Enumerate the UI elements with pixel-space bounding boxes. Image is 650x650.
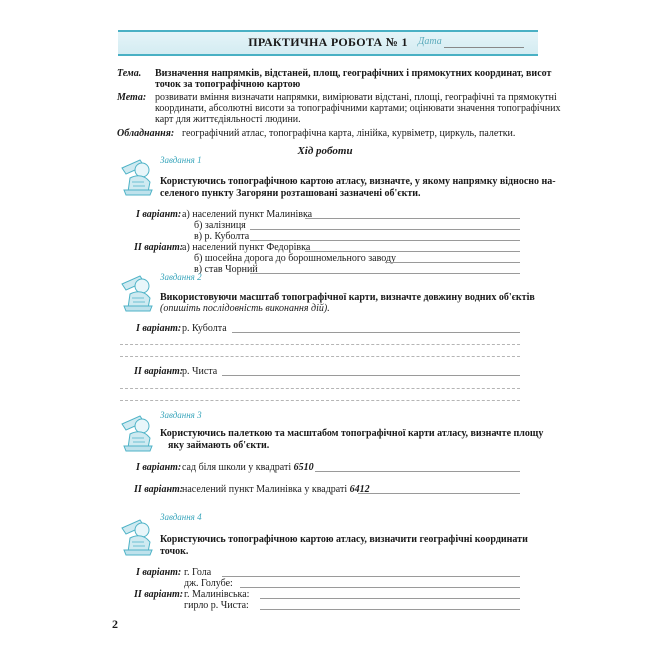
task-2-label: Завдання 2 bbox=[160, 272, 202, 282]
section-title: Хід роботи bbox=[297, 145, 353, 157]
task-1-variant-2-label: ІІ варіант: bbox=[134, 242, 184, 253]
task-4-v2-item-2: гирло р. Чиста: bbox=[184, 600, 249, 611]
task-2-variant-2-label: ІІ варіант: bbox=[134, 366, 184, 377]
task-3-label: Завдання 3 bbox=[160, 410, 202, 420]
answer-line[interactable] bbox=[120, 344, 520, 345]
task-3-variant-2-label: ІІ варіант: bbox=[134, 484, 184, 495]
task-1-line-2: селеного пункту Загоряни розташовані зазначені об'єкти. bbox=[160, 188, 421, 199]
task-2-v2-text: р. Чиста bbox=[182, 366, 218, 377]
task-3-variant-1-label: І варіант: bbox=[136, 462, 182, 473]
date-field[interactable] bbox=[444, 47, 524, 48]
task-3-line-2: яку займають об'єкти. bbox=[168, 440, 270, 451]
task-1-v2-item-b: б) шосейна дорога до борошномельного заводу bbox=[194, 253, 397, 264]
task-1-v2-item-c: в) став Чорний bbox=[194, 264, 258, 275]
task-3-v1-square: 6510 bbox=[293, 462, 314, 473]
task-1-v1-item-a: а) населений пункт Малинівка bbox=[182, 209, 313, 220]
task-3-v1-text: сад біля школи у квадраті 6510 bbox=[182, 462, 314, 473]
task-4-line-2: точок. bbox=[160, 546, 189, 557]
answer-line[interactable] bbox=[315, 471, 520, 472]
student-icon bbox=[118, 512, 154, 556]
task-1-label: Завдання 1 bbox=[160, 155, 202, 165]
task-3-v2-square: 6412 bbox=[349, 484, 370, 495]
answer-line[interactable] bbox=[250, 229, 520, 230]
answer-line[interactable] bbox=[222, 375, 520, 376]
answer-line[interactable] bbox=[358, 493, 520, 494]
student-icon bbox=[118, 408, 154, 452]
task-1-v1-item-b: б) залізниця bbox=[194, 220, 246, 231]
task-4-variant-1-label: І варіант: bbox=[136, 567, 182, 578]
task-3-v2-text: населений пункт Малинівка у квадраті 6412 bbox=[182, 484, 370, 495]
task-4-line-1: Користуючись топографічною картою атласу, визначити географічні координати bbox=[160, 534, 528, 545]
task-1-variant-1-label: І варіант: bbox=[136, 209, 182, 220]
equipment-text: географічний атлас, топографічна карта, лінійка, курвіметр, циркуль, палетки. bbox=[182, 128, 516, 139]
goal-line-3: карт для життєдіяльності людини. bbox=[155, 114, 301, 125]
page-title: ПРАКТИЧНА РОБОТА № 1 bbox=[248, 35, 408, 49]
answer-line[interactable] bbox=[305, 251, 520, 252]
worksheet-header bbox=[118, 30, 538, 56]
task-4-label: Завдання 4 bbox=[160, 512, 202, 522]
task-2-v1-text: р. Куболта bbox=[182, 323, 227, 334]
task-1-v2-item-a: а) населений пункт Федорівка bbox=[182, 242, 311, 253]
answer-line[interactable] bbox=[260, 609, 520, 610]
student-icon bbox=[118, 152, 154, 196]
task-1-v1-item-c: в) р. Куболта bbox=[194, 231, 250, 242]
topic-label: Тема. bbox=[117, 68, 142, 79]
task-2-line-2: (опишіть послідовність виконання дій). bbox=[160, 303, 330, 314]
student-icon bbox=[118, 268, 154, 312]
task-4-v1-item-1: г. Гола bbox=[184, 567, 212, 578]
equipment-label: Обладнання: bbox=[117, 128, 175, 139]
answer-line[interactable] bbox=[250, 240, 520, 241]
answer-line[interactable] bbox=[232, 332, 520, 333]
topic-line-2: точок за топографічною картою bbox=[155, 79, 301, 90]
goal-line-1: розвивати вміння визначати напрямки, вимірювати відстані, площі, географічні та прямокутні bbox=[155, 92, 557, 103]
answer-line[interactable] bbox=[222, 576, 520, 577]
task-4-v2-item-1: г. Малинівська: bbox=[184, 589, 250, 600]
answer-line[interactable] bbox=[305, 218, 520, 219]
goal-line-2: координати, абсолютні висоти за топографічними картами; оцінювати значення топографічних bbox=[155, 103, 561, 114]
date-label: Дата bbox=[418, 36, 442, 47]
task-4-variant-2-label: ІІ варіант: bbox=[134, 589, 184, 600]
answer-line[interactable] bbox=[120, 388, 520, 389]
task-4-v1-item-2: дж. Голубе: bbox=[184, 578, 233, 589]
task-2-line-1: Використовуючи масштаб топографічної карти, визначте довжину водних об'єктів bbox=[160, 292, 535, 303]
task-3-line-1: Користуючись палеткою та масштабом топографічної карти атласу, визначте площу bbox=[160, 428, 544, 439]
answer-line[interactable] bbox=[240, 587, 520, 588]
answer-line[interactable] bbox=[120, 400, 520, 401]
answer-line[interactable] bbox=[250, 273, 520, 274]
topic-line-1: Визначення напрямків, відстаней, площ, географічних і прямокутних координат, висот bbox=[155, 68, 552, 79]
task-1-line-1: Користуючись топографічною картою атласу, визначте, у якому напрямку відносно на- bbox=[160, 176, 556, 187]
answer-line[interactable] bbox=[385, 262, 520, 263]
page-number: 2 bbox=[112, 617, 118, 631]
task-2-variant-1-label: І варіант: bbox=[136, 323, 182, 334]
answer-line[interactable] bbox=[120, 356, 520, 357]
answer-line[interactable] bbox=[260, 598, 520, 599]
goal-label: Мета: bbox=[117, 92, 147, 103]
